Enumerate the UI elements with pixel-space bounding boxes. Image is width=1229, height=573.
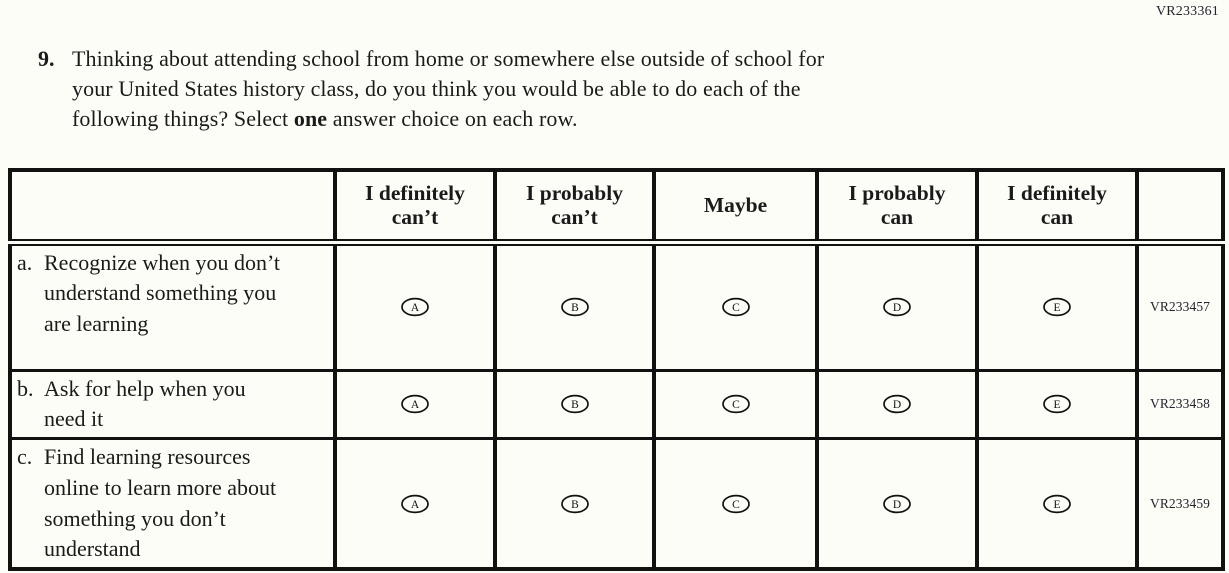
column-header-definitely-cant: I definitely can’t [335, 170, 495, 242]
svg-text:E: E [1053, 399, 1061, 412]
question-number: 9. [38, 46, 55, 71]
option-cell [654, 439, 817, 570]
option-bubble-a-A[interactable] [400, 297, 430, 317]
statement-column-header-empty [10, 170, 335, 242]
option-bubble-a-E[interactable] [1042, 297, 1072, 317]
svg-text:E: E [1053, 498, 1061, 511]
column-header-probably-cant: I probably can’t [495, 170, 654, 242]
svg-text:D: D [892, 302, 902, 314]
svg-text:B: B [570, 399, 579, 412]
row-letter: b. [17, 375, 34, 401]
svg-text:A: A [410, 498, 420, 511]
svg-text:A: A [410, 302, 420, 314]
option-cell [654, 242, 817, 370]
question-line: Thinking about attending school from home or somewhere else outside of school for [72, 46, 825, 71]
option-bubble-a-D[interactable] [882, 297, 912, 317]
row-statement [10, 439, 335, 570]
option-cell [817, 242, 977, 370]
table-row-a [10, 242, 1223, 370]
option-cell [495, 370, 654, 439]
row-statement [10, 370, 335, 439]
option-bubble-a-C[interactable] [721, 297, 751, 317]
option-cell [817, 370, 977, 439]
row-letter: c. [17, 444, 33, 470]
option-bubble-c-E[interactable] [1042, 494, 1072, 514]
question-line: your United States history class, do you think you would be able to do each of the [72, 76, 801, 101]
svg-text:C: C [731, 399, 740, 412]
option-bubble-b-D[interactable] [882, 394, 912, 414]
table-row-b [10, 370, 1223, 439]
column-header-probably-can: I probably can [817, 170, 977, 242]
row-statement-text: Recognize when you don’t understand something you are learning [44, 249, 281, 337]
option-cell [977, 439, 1137, 570]
option-bubble-a-B[interactable] [560, 297, 590, 317]
form-code: VR233361 [1155, 4, 1219, 19]
question-line: following things? Select one answer choice on each row. [72, 106, 578, 131]
option-cell [977, 370, 1137, 439]
option-cell [335, 242, 495, 370]
option-cell [335, 370, 495, 439]
svg-text:B: B [570, 302, 579, 314]
row-letter: a. [17, 249, 33, 275]
option-cell [817, 439, 977, 570]
question-text [72, 44, 824, 134]
option-bubble-b-C[interactable] [721, 394, 751, 414]
option-cell [495, 439, 654, 570]
option-bubble-c-A[interactable] [400, 494, 430, 514]
option-cell [335, 439, 495, 570]
row-statement [10, 242, 335, 370]
row-item-code: VR233458 [1137, 370, 1223, 439]
option-bubble-b-E[interactable] [1042, 394, 1072, 414]
svg-text:C: C [731, 302, 740, 314]
svg-text:B: B [570, 498, 579, 511]
response-matrix-table [8, 168, 1225, 571]
column-header-maybe: Maybe [654, 170, 817, 242]
option-bubble-c-B[interactable] [560, 494, 590, 514]
option-cell [654, 370, 817, 439]
question-block [38, 44, 824, 134]
row-item-code: VR233459 [1137, 439, 1223, 570]
header-row [10, 170, 1223, 242]
option-bubble-b-B[interactable] [560, 394, 590, 414]
row-statement-text: Find learning resources online to learn more about something you don’t understand [44, 444, 277, 562]
column-header-definitely-can: I definitely can [977, 170, 1137, 242]
svg-text:C: C [731, 498, 740, 511]
svg-text:D: D [892, 399, 902, 412]
option-bubble-c-D[interactable] [882, 494, 912, 514]
svg-text:D: D [892, 498, 902, 511]
code-column-header-empty [1137, 170, 1223, 242]
option-bubble-c-C[interactable] [721, 494, 751, 514]
svg-text:E: E [1053, 302, 1061, 314]
option-bubble-b-A[interactable] [400, 394, 430, 414]
table-row-c [10, 439, 1223, 570]
row-item-code: VR233457 [1137, 242, 1223, 370]
option-cell [977, 242, 1137, 370]
row-statement-text: Ask for help when you need it [44, 375, 246, 432]
emphasized-word: one [293, 106, 328, 131]
option-cell [495, 242, 654, 370]
svg-text:A: A [410, 399, 420, 412]
